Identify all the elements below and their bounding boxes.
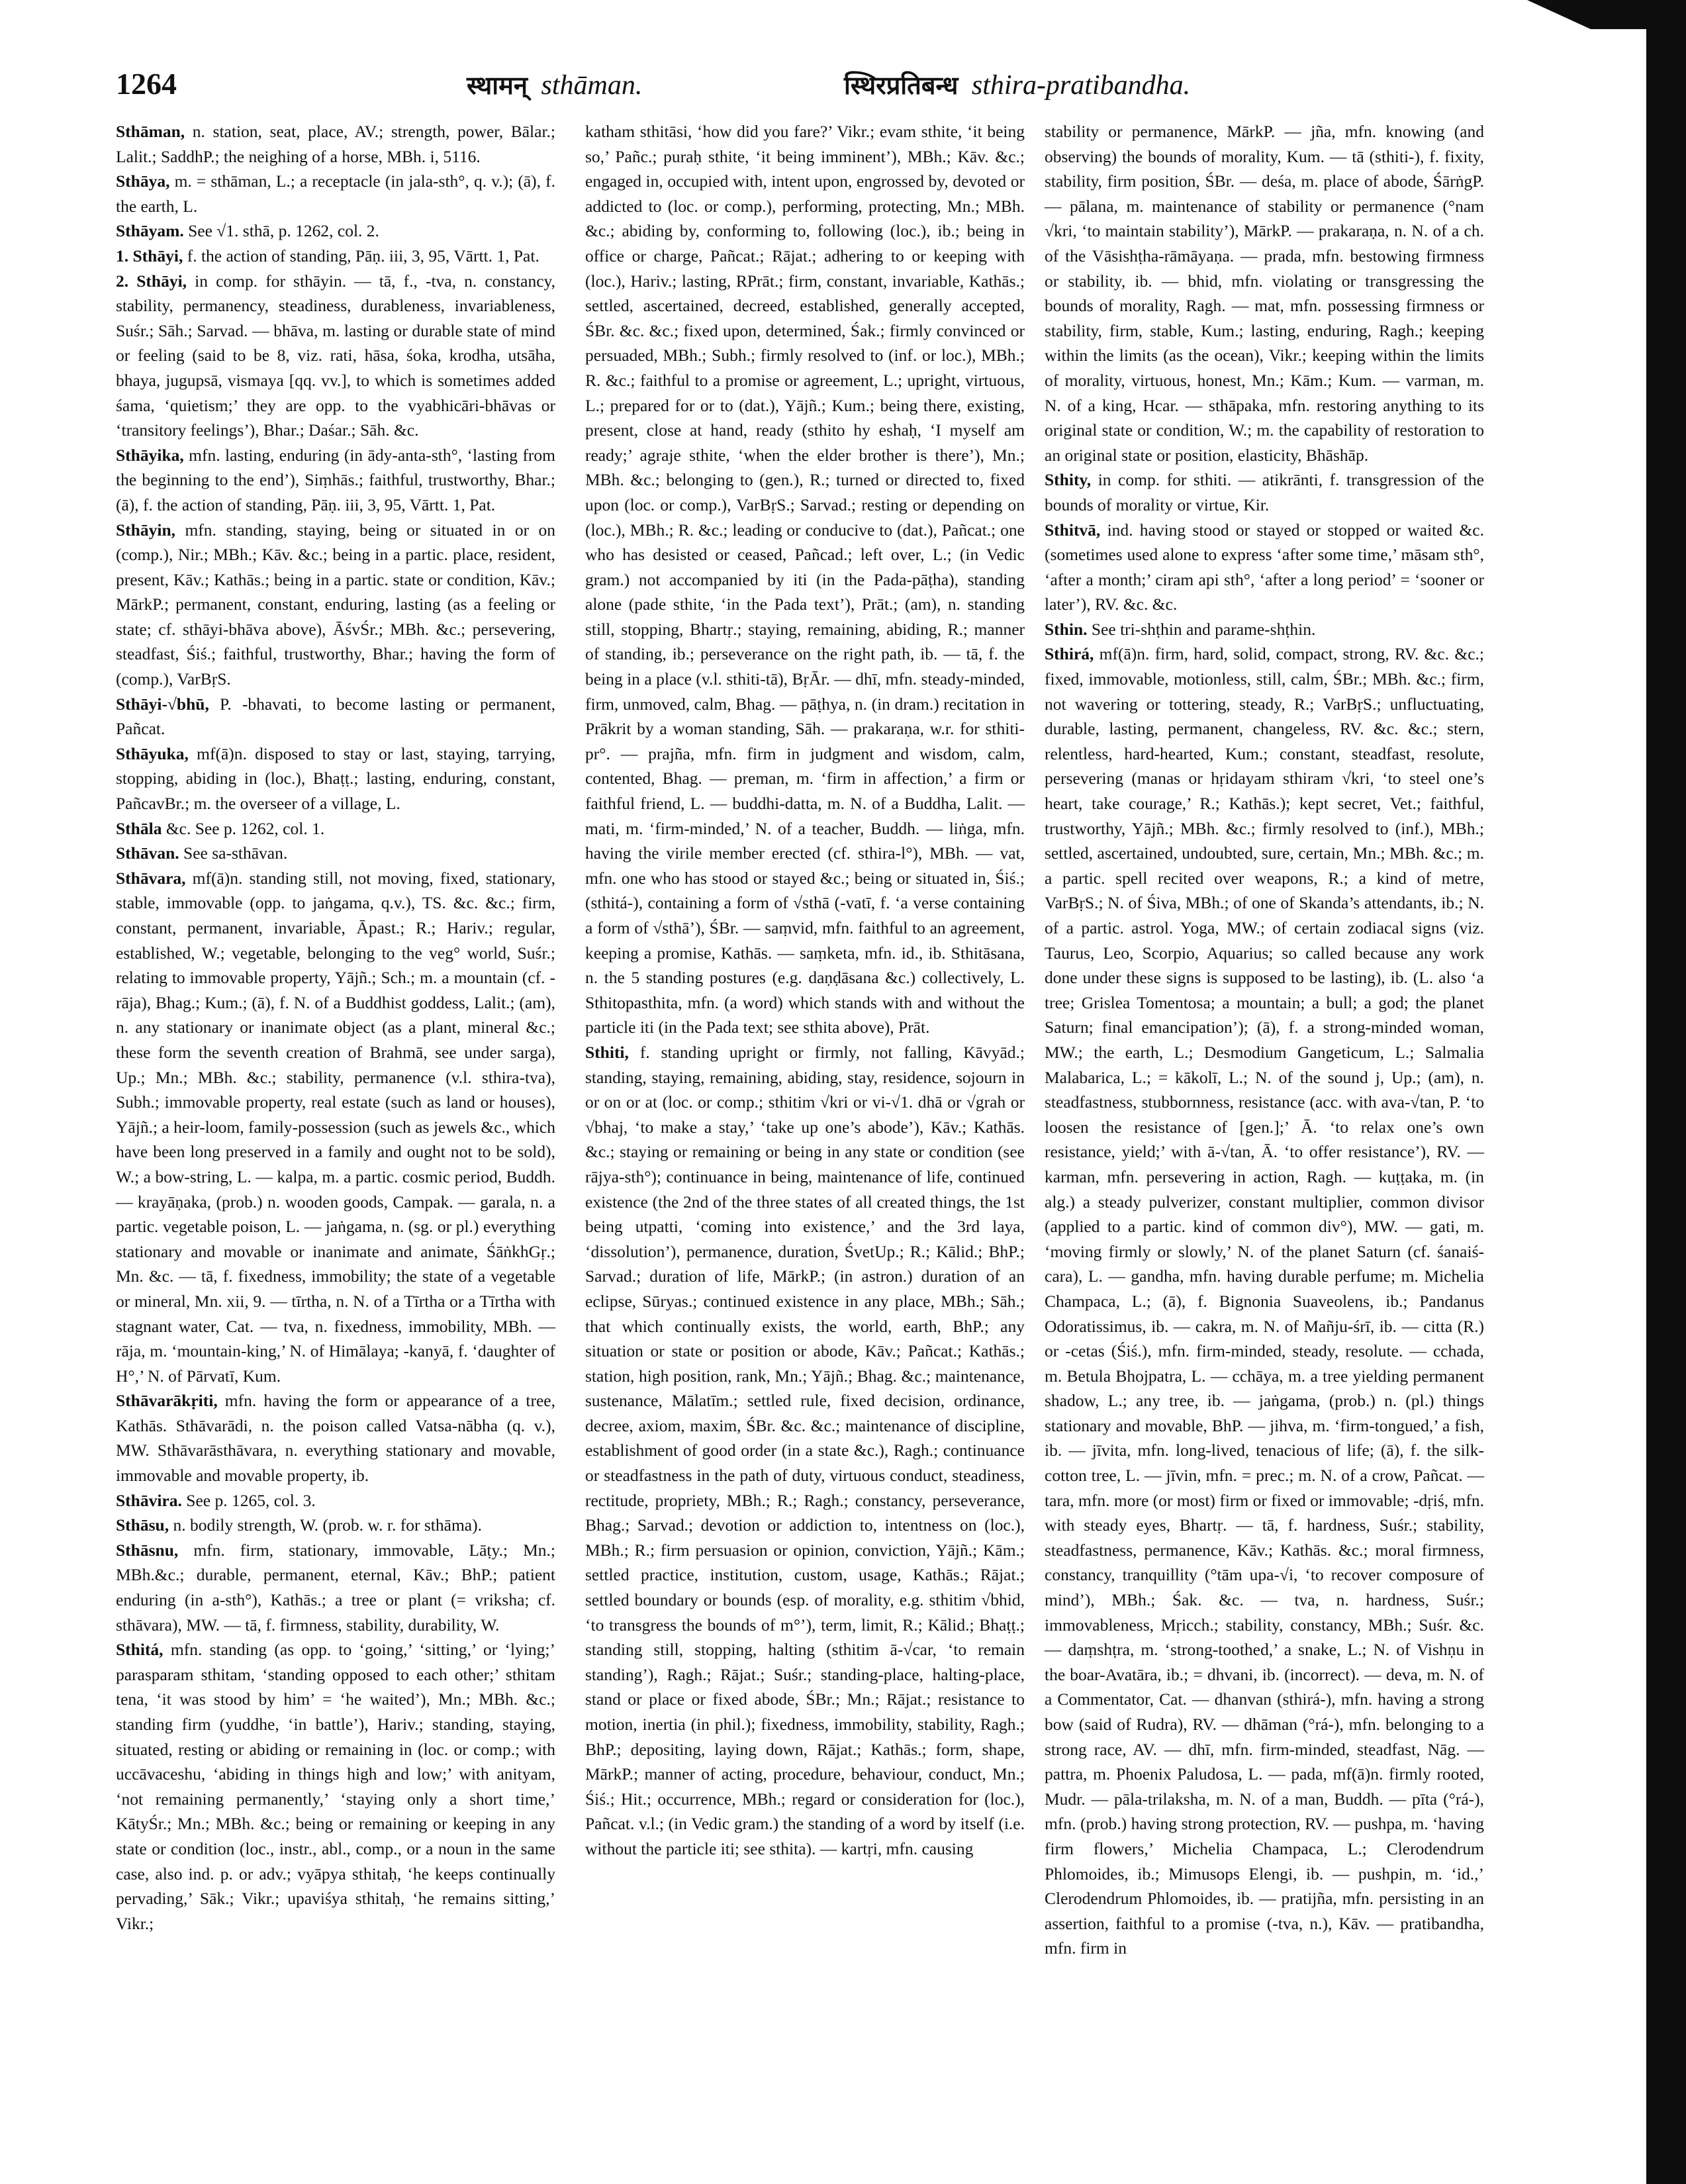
dictionary-entry [116,269,555,443]
entry-definition: in comp. for sthiti. — atikrānti, f. transgression of the bounds of morality or virtue, Kir. [1045,470,1485,514]
dictionary-entry [116,518,555,692]
entry-headword: Sthāya, [116,171,170,191]
entry-headword: Sthāsu, [116,1515,169,1535]
entry-definition: in comp. for sthāyin. — tā, f., -tva, n. constancy, stability, permanency, steadiness, durableness, invariableness, Suśr.; Sāh.; Sarvad. — bhāva, m. lasting or durable state of mind or feeling (said to be 8, viz. rati, hāsa, śoka, krodha, utsāha, bhaya, jugupsā, vismaya [qq. vv.], to which is sometimes added śama, ‘quietism;’ they are opp. to the vyabhicāri-bhāvas or ‘transitory feelings’), Bhar.; Daśar.; Sāh. &c. [116,271,556,440]
entry-headword: 1. Sthāyi, [116,246,183,265]
entry-headword: Sthāsnu, [116,1540,179,1560]
entry-headword: Sthāyam. [116,221,184,241]
right-running-head [844,68,1190,102]
column-2 [585,119,1025,1862]
entry-definition: mfn. lasting, enduring (in ādy-anta-sth°, ‘lasting from the beginning to the end’), Siṃhās.; faithful, trustworthy, Bhar.; (ā), f. the action of standing, Pāṇ. iii, 3, 95, Vārtt. 1, Pat. [116,445,556,514]
entry-definition: &c. See p. 1262, col. 1. [165,818,325,838]
entry-definition: See tri-shṭhin and parame-shṭhin. [1091,619,1316,639]
entry-definition: n. station, seat, place, AV.; strength, power, Bālar.; Lalit.; SaddhP.; the neighing of a horse, MBh. i, 5116. [116,122,555,166]
dictionary-entry [1045,467,1484,517]
entry-definition: P. -bhavati, to become lasting or permanent, Pañcat. [116,694,556,739]
page-edge-shadow [1646,0,1686,2184]
dictionary-entry [116,1538,555,1637]
dictionary-entry [1045,617,1484,642]
dictionary-entry [585,119,1025,1040]
dictionary-entry [116,1513,555,1538]
entry-headword: Sthāyin, [116,520,175,540]
entry-definition: See √1. sthā, p. 1262, col. 2. [188,221,379,241]
entry-headword: Sthity, [1045,470,1092,490]
entry-headword: Sthitá, [116,1640,164,1660]
entry-headword: 2. Sthāyi, [116,271,187,291]
entry-headword: Sthitvā, [1045,520,1101,540]
entry-headword: Sthāla [116,818,162,838]
entry-headword: Sthirá, [1045,644,1094,664]
dictionary-entry [116,119,555,169]
dictionary-entry [116,1488,555,1513]
dictionary-entry [116,741,555,816]
entry-headword: Sthāman, [116,122,185,141]
left-head-devanagari: स्थामन् [467,71,528,100]
left-running-head [467,68,642,102]
dictionary-entry [116,443,555,518]
entry-headword: Sthāvara, [116,868,186,888]
dictionary-entry [116,218,555,244]
dictionary-entry [116,1388,555,1488]
entry-headword: Sthāyika, [116,445,184,465]
page-corner-shadow [1527,0,1686,29]
entry-headword: Sthāyuka, [116,743,189,763]
entry-definition: stability or permanence, MārkP. — jña, mfn. knowing (and observing) the bounds of morality, Kum. — tā (sthiti-), f. fixity, stability, firm position, ŚBr. — deśa, m. place of abode, ŚārṅgP. — pālana, m. maintenance of stability or permanence (°nam √kri, ‘to maintain stability’), MārkP. — prakaraṇa, n. N. of a ch. of the Vāsishṭha-rāmāyaṇa. — prada, mfn. bestowing firmness or stability, ib. — bhid, mfn. violating or transgressing the bounds of morality, Ragh. — mat, mfn. possessing firmness or stability, firm, stable, Kum.; lasting, enduring, Ragh.; keeping within the limits (as the ocean), Vikr.; keeping within the limits of morality, virtuous, honest, Mn.; Kām.; Kum. — varman, m. N. of a king, Hcar. — sthāpaka, mfn. restoring anything to its original state or condition, W.; m. the capability of restoration to an original state or position, elasticity, Bhāshāp. [1045,122,1484,465]
dictionary-entry [585,1040,1025,1862]
entry-definition: f. the action of standing, Pāṇ. iii, 3, 95, Vārtt. 1, Pat. [187,246,539,265]
dictionary-entry [116,841,555,866]
entry-headword: Sthāvarākṛiti, [116,1391,218,1411]
entry-headword: Sthāvan. [116,843,179,863]
dictionary-entry [1045,119,1484,467]
dictionary-entry [116,816,555,841]
dictionary-entry [116,1637,555,1936]
right-head-roman: sthira-pratibandha. [971,70,1191,101]
entry-definition: See sa-sthāvan. [183,843,288,863]
entry-definition: See p. 1265, col. 3. [186,1490,316,1510]
entry-definition: mf(ā)n. standing still, not moving, fixed, stationary, stable, immovable (opp. to jaṅgama, q.v.), TS. &c. &c.; firm, constant, permanent, invariable, Āpast.; R.; Hariv.; regular, established, W.; vegetable, belonging to the veg° world, Suśr.; relating to immovable property, Yājñ.; Sch.; m. a mountain (cf. -rāja), Bhag.; Kum.; (ā), f. N. of a Buddhist goddess, Lalit.; (am), n. any stationary or inanimate object (as a plant, mineral &c.; these form the seventh creation of Brahmā, see under sarga), Up.; Mn.; MBh. &c.; stability, permanence (v.l. sthira-tva), Subh.; immovable property, real estate (such as land or houses), Yājñ.; a heir-loom, family-possession (such as jewels &c., which have been long preserved in a family and ought not to be sold), W.; a bow-string, L. — kalpa, m. a partic. cosmic period, Buddh. — krayāṇaka, (prob.) n. wooden goods, Campak. — garala, n. a partic. vegetable poison, L. — jaṅgama, n. (sg. or pl.) everything stationary and movable or inanimate and animate, ŚāṅkhGṛ.; Mn. &c. — tā, f. fixedness, immobility; the state of a vegetable or mineral, Mn. xii, 9. — tīrtha, n. N. of a Tīrtha or a Tīrtha with stagnant water, Cat. — tva, n. fixedness, immobility, MBh. — rāja, m. ‘mountain-king,’ N. of Himālaya; -kanyā, f. ‘daughter of H°,’ N. of Pārvatī, Kum. [116,868,555,1386]
entry-definition: mfn. standing, staying, being or situated in or on (comp.), Nir.; MBh.; Kāv. &c.; being in a partic. place, resident, present, Kāv.; Kathās.; being in a partic. state or condition, Kāv.; MārkP.; permanent, constant, enduring, lasting (as a feeling or state; cf. sthāyi-bhāva above), ĀśvŚr.; MBh. &c.; persevering, steadfast, Śiś.; faithful, trustworthy, Bhar.; having the form of (comp.), VarBṛS. [116,520,555,689]
column-3 [1045,119,1484,1961]
entry-definition: katham sthitāsi, ‘how did you fare?’ Vikr.; evam sthite, ‘it being so,’ Pañc.; puraḥ sthite, ‘it being imminent’), MBh.; Kāv. &c.; engaged in, occupied with, intent upon, engrossed by, devoted or addicted to (loc. or comp.), performing, protecting, Mn.; MBh. &c.; abiding by, conforming to, following (loc.), ib.; being in office or charge, Pañcat.; Rājat.; adhering to or keeping with (loc.), Hariv.; lasting, RPrāt.; firm, constant, invariable, Kathās.; settled, ascertained, decreed, established, generally accepted, ŚBr. &c. &c.; fixed upon, determined, Śak.; firmly convinced or persuaded, MBh.; Subh.; firmly resolved to (inf. or loc.), MBh.; R. &c.; faithful to a promise or agreement, L.; upright, virtuous, L.; prepared for or to (dat.), Yājñ.; Kum.; being there, existing, present, close at hand, ready (sthito hy eshaḥ, ‘I myself am ready;’ agraje sthite, ‘when the elder brother is there’), Mn.; MBh. &c.; belonging to (gen.), R.; turned or directed to, fixed upon (loc. or comp.), VarBṛS.; Sarvad.; resting or depending on (loc.), MBh.; R. &c.; leading or conducive to (dat.), Pañcat.; one who has desisted or ceased, Pañcad.; left over, L.; (in Vedic gram.) not accompanied by iti (in the Pada-pāṭha), standing alone (pade sthite, ‘in the Pada text’), Prāt.; (am), n. standing still, stopping, Bhartṛ.; staying, remaining, abiding, R.; manner of standing, ib.; perseverance on the right path, ib. — tā, f. the being in a place (v.l. sthiti-tā), BṛĀr. — dhī, mfn. steady-minded, firm, unmoved, calm, Bhag. — pāṭhya, n. (in dram.) recitation in Prākrit by a woman standing, Sāh. — prakaraṇa, w.r. for sthiti-pr°. — prajña, mfn. firm in judgment and wisdom, calm, contented, Bhag. — preman, m. ‘firm in affection,’ a firm or faithful friend, L. — buddhi-datta, m. N. of a Buddha, Lalit. — mati, m. ‘firm-minded,’ N. of a teacher, Buddh. — liṅga, mfn. having the virile member erected (cf. sthira-l°), MBh. — vat, mfn. one who has stood or stayed &c.; being or situated in, Śiś.; (sthitá-), containing a form of √sthā (-vatī, f. ‘a verse containing a form of √sthā’), ŚBr. — saṃvid, mfn. faithful to an agreement, keeping a promise, Kathās. — saṃketa, mfn. id., ib. Sthitāsana, n. the 5 standing postures (e.g. daṇḍāsana &c.) collectively, L. Sthitopasthita, mfn. (a word) which stands with and without the particle iti (in the Pada text; see sthita above), Prāt. [585,122,1025,1037]
dictionary-entry [1045,518,1484,617]
entry-definition: n. bodily strength, W. (prob. w. r. for sthāma). [173,1515,482,1535]
entry-headword: Sthāvira. [116,1490,182,1510]
page-number: 1264 [116,67,177,101]
entry-definition: mf(ā)n. firm, hard, solid, compact, strong, RV. &c. &c.; fixed, immovable, motionless, still, calm, ŚBr.; MBh. &c.; firm, not wavering or tottering, steady, R.; VarBṛS.; unfluctuating, durable, lasting, permanent, changeless, RV. &c. &c.; stern, relentless, hard-hearted, Kum.; constant, steadfast, resolute, persevering (manas or hṛidayam sthiram √kri, ‘to steel one’s heart, take courage,’ R.; Kathās.); kept secret, Vet.; faithful, trustworthy, Yājñ.; MBh. &c.; firmly resolved to (inf.), MBh.; settled, ascertained, undoubted, sure, certain, Mn.; MBh. &c.; m. a partic. spell recited over weapons, R.; a kind of metre, VarBṛS.; N. of Śiva, MBh.; of one of Skanda’s attendants, ib.; N. of a partic. astrol. Yoga, MW.; of certain zodiacal signs (viz. Taurus, Leo, Scorpio, Aquarius; so called because any work done under these signs is supposed to be lasting), ib. (L. also ‘a tree; Grislea Tomentosa; a mountain; a bull; a god; the planet Saturn; final emancipation’); (ā), f. a strong-minded woman, MW.; the earth, L.; Desmodium Gangeticum, L.; Salmalia Malabarica, L.; = kākolī, L.; N. of the sound j, Up.; (am), n. steadfastness, stubbornness, resistance (acc. with ava-√tan, P. ‘to loosen the resistance of [gen.];’ Ā. ‘to relax one’s own resistance, yield;’ with ā-√tan, Ā. ‘to offer resistance’), RV. — karman, mfn. persevering in action, Ragh. — kuṭṭaka, m. (in alg.) a steady pulverizer, constant multiplier, common divisor (applied to a partic. kind of common div°), MW. — gati, m. ‘moving firmly or slowly,’ N. of the planet Saturn (cf. śanaiś-cara), L. — gandha, mfn. having durable perfume; m. Michelia Champaca, L.; (ā), f. Bignonia Suaveolens, ib.; Pandanus Odoratissimus, ib. — cakra, m. N. of Mañju-śrī, ib. — citta (R.) or -cetas (Śiś.), mfn. firm-minded, steady, resolute. — cchada, m. Betula Bhojpatra, L. — cchāya, m. a tree yielding permanent shadow, L.; any tree, ib. — jaṅgama, (prob.) n. (pl.) things stationary and movable, BhP. — jihva, m. ‘firm-tongued,’ a fish, ib. — jīvita, mfn. long-lived, tenacious of life; (ā), f. the silk-cotton tree, L. — jīvin, mfn. = prec.; m. N. of a crow, Pañcat. — tara, mfn. more (or most) firm or fixed or immovable; -dṛiś, mfn. with steady eyes, Bhartṛ. — tā, f. hardness, Suśr.; stability, steadfastness, permanence, Kāv.; Kathās. &c.; moral firmness, constancy, tranquillity (°tām upa-√i, ‘to recover composure of mind’), MBh.; Śak. &c. — tva, n. hardness, Suśr.; immovableness, Mṛicch.; stability, constancy, MBh.; Suśr. &c. — daṃshṭra, m. ‘strong-toothed,’ a snake, L.; N. of Vishṇu in the boar-Avatāra, ib.; = dhvani, ib. (incorrect). — deva, m. N. of a Commentator, Cat. — dhanvan (sthirá-), mfn. having a strong bow (said of Rudra), RV. — dhāman (°rá-), mfn. belonging to a strong race, AV. — dhī, mfn. firm-minded, steadfast, Nāg. — pattra, m. Phoenix Paludosa, L. — pada, mf(ā)n. firmly rooted, Mudr. — pāla-trilaksha, m. N. of a man, Buddh. — pīta (°rá-), mfn. (prob.) having strong protection, RV. — pushpa, m. ‘having firm flowers,’ Michelia Champaca, L.; Clerodendrum Phlomoides, ib.; Mimusops Elengi, ib. — pushpin, m. ‘id.,’ Clerodendrum Phlomoides, ib. — pratijña, mfn. persisting in an assertion, faithful to a promise (-tva, n.), Kāv. — pratibandha, mfn. firm in [1045,644,1485,1958]
dictionary-entry [116,169,555,218]
page-header [116,66,1526,113]
dictionary-entry [116,692,555,741]
right-head-devanagari: स्थिरप्रतिबन्ध [844,71,959,100]
dictionary-entry [116,244,555,269]
entry-headword: Sthāyi-√bhū, [116,694,209,714]
left-head-roman: sthāman. [541,70,643,101]
entry-definition: ind. having stood or stayed or stopped or waited &c. (sometimes used alone to express ‘after some time,’ māsam sth°, ‘after a month;’ ciram api sth°, ‘after a long period’ = ‘sooner or later’), RV. &c. &c. [1045,520,1485,614]
dictionary-entry [116,866,555,1388]
column-1 [116,119,555,1936]
entry-definition: m. = sthāman, L.; a receptacle (in jala-sth°, q. v.); (ā), f. the earth, L. [116,171,555,216]
entry-headword: Sthiti, [585,1042,629,1062]
entry-definition: mfn. firm, stationary, immovable, Lāṭy.; Mn.; MBh.&c.; durable, permanent, eternal, Kāv.; BhP.; patient enduring (in a-sth°), Kathās.; a tree or plant (= vriksha; cf. sthāvara), MW. — tā, f. firmness, stability, durability, W. [116,1540,555,1635]
entry-definition: f. standing upright or firmly, not falling, Kāvyād.; standing, staying, remaining, abiding, stay, residence, sojourn in or on or at (loc. or comp.; sthitim √kri or vi-√1. dhā or √grah or √bhaj, ‘to make a stay,’ ‘take up one’s abode’), Kāv.; Kathās. &c.; staying or remaining or being in any state or condition (see rājya-sth°); continuance in being, maintenance of life, continued existence (the 2nd of the three states of all created things, the 1st being utpatti, ‘coming into existence,’ and the 3rd laya, ‘dissolution’), permanence, duration, ŚvetUp.; R.; Kālid.; BhP.; Sarvad.; duration of life, MārkP.; (in astron.) duration of an eclipse, Sūryas.; continued existence in any place, MBh.; Sāh.; that which continually exists, the world, earth, BhP.; any situation or state or position or abode, Kāv.; Pañcat.; Kathās.; station, high position, rank, Mn.; Yājñ.; Bhag. &c.; maintenance, sustenance, Mālatīm.; settled rule, fixed decision, ordinance, decree, axiom, maxim, ŚBr. &c. &c.; maintenance of discipline, establishment of good order (in a state &c.), Ragh.; continuance or steadfastness in the path of duty, virtuous conduct, steadiness, rectitude, propriety, MBh.; R.; Ragh.; constancy, perseverance, Bhag.; Sarvad.; devotion or addiction to, intentness on (loc.), MBh.; R.; firm persuasion or opinion, conviction, Yājñ.; Kām.; settled practice, institution, custom, usage, Kathās.; Rājat.; settled boundary or bounds (esp. of morality, e.g. sthitim √bhid, ‘to transgress the bounds of m°’), term, limit, R.; Kālid.; Bhaṭṭ.; standing still, stopping, halting (sthitim ā-√car, ‘to remain standing’), Ragh.; Rājat.; Suśr.; standing-place, halting-place, stand or place or fixed abode, ŚBr.; Mn.; Rājat.; resistance to motion, inertia (in phil.); fixedness, immobility, stability, Ragh.; BhP.; depositing, laying down, Rājat.; Kathās.; form, shape, MārkP.; manner of acting, procedure, behaviour, conduct, Mn.; Śiś.; Hit.; occurrence, MBh.; regard or consideration for (loc.), Pañcat. v.l.; (in Vedic gram.) the standing of a word by itself (i.e. without the particle iti; see sthita). — kartṛi, mfn. causing [585,1042,1025,1858]
entry-definition: mf(ā)n. disposed to stay or last, staying, tarrying, stopping, abiding in (loc.), Bhaṭṭ.; lasting, enduring, constant, PañcavBr.; m. the overseer of a village, L. [116,743,556,814]
dictionary-entry [1045,641,1484,1960]
entry-definition: mfn. having the form or appearance of a tree, Kathās. Sthāvarādi, n. the poison called Vatsa-nābha (q. v.), MW. Sthāvarāsthāvara, n. everything stationary and movable, immovable and movable property, ib. [116,1391,555,1486]
entry-definition: mfn. standing (as opp. to ‘going,’ ‘sitting,’ or ‘lying;’ parasparam sthitam, ‘standing opposed to each other;’ sthitam tena, ‘it was stood by him’ = ‘he waited’), Mn.; MBh. &c.; standing firm (yuddhe, ‘in battle’), Hariv.; standing, staying, situated, resting or abiding or remaining in (loc. or comp.; with uccāvaceshu, ‘abiding in things high and low;’ with anityam, ‘not remaining permanently,’ ‘staying only a short time,’ KātyŚr.; Mn.; MBh. &c.; being or remaining or keeping in any state or condition (loc., instr., abl., comp., or a noun in the same case, also ind. p. or adv.; vyāpya sthitaḥ, ‘he keeps continually pervading,’ Sāk.; Vikr.; upaviśya sthitaḥ, ‘he remains sitting,’ Vikr.; [116,1640,555,1933]
entry-headword: Sthin. [1045,619,1088,639]
